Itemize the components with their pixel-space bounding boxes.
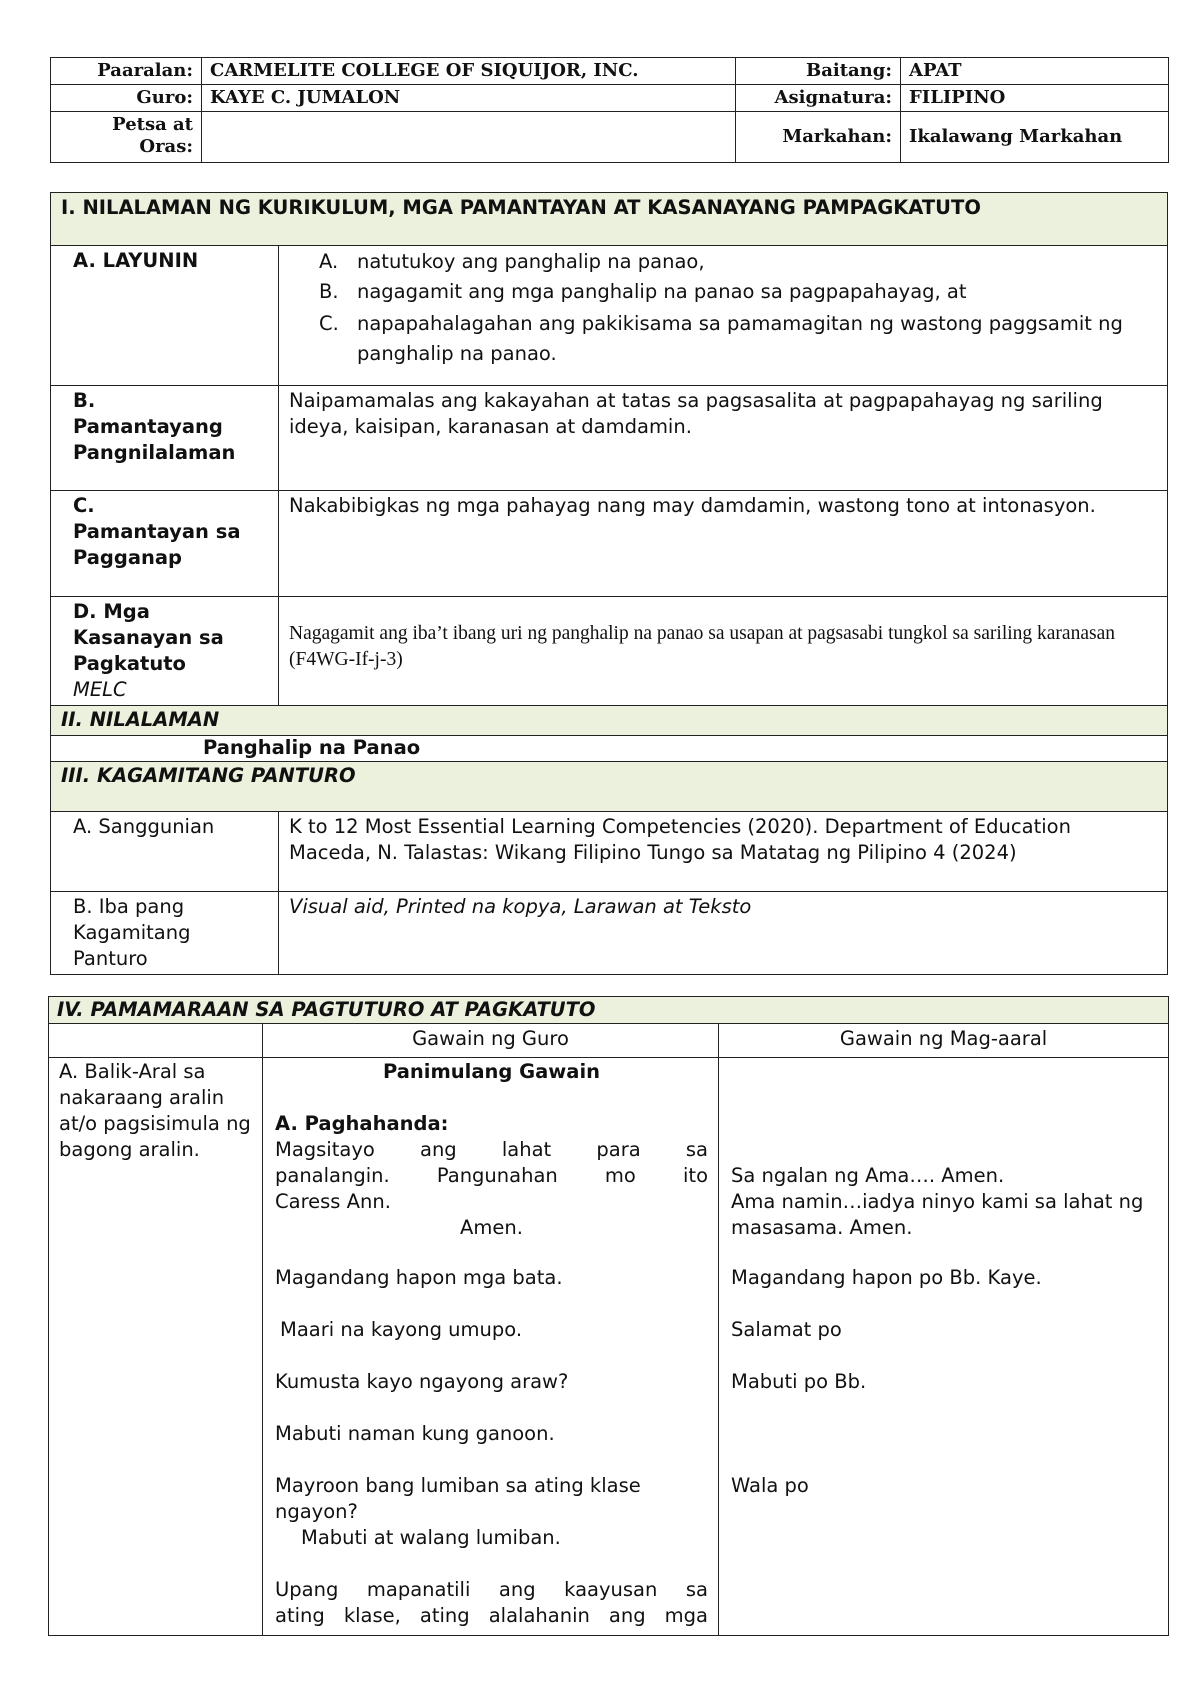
empty-head-cell (49, 1024, 263, 1058)
guro-lumiban: Mayroon bang lumiban sa ating klase ngayon? (275, 1474, 641, 1523)
sanggunian-line2: Maceda, N. Talastas: Wikang Filipino Tungo sa Matatag ng Pilipino 4 (2024) (289, 841, 1017, 864)
guro-amen: Amen. (460, 1216, 523, 1239)
layunin-item (319, 309, 1167, 369)
layunin-text: nagagamit ang mga panghalip na panao sa pagpapahayag, at (357, 280, 967, 303)
asignatura-value: FILIPINO (901, 85, 1169, 112)
paaralan-label: Paaralan: (51, 58, 202, 85)
pagganap-label-1: C. (73, 494, 95, 517)
sanggunian-label: A. Sanggunian (51, 812, 279, 892)
iba-label: B. Iba pang Kagamitang Panturo (51, 892, 279, 975)
markahan-label: Markahan: (736, 112, 901, 163)
layunin-label: A. LAYUNIN (51, 246, 279, 386)
pagganap-text: Nakabibigkas ng mga pahayag nang may damdamin, wastong tono at intonasyon. (279, 491, 1168, 597)
kasanayan-label-1: D. Mga (73, 600, 150, 623)
layunin-marker: C. (319, 312, 339, 335)
guro-label: Guro: (51, 85, 202, 112)
curriculum-table (50, 192, 1168, 975)
pangnilalaman-label (51, 386, 279, 491)
layunin-cell (279, 246, 1168, 386)
layunin-list (279, 249, 1167, 369)
petsa-value (202, 112, 736, 163)
paaralan-value: CARMELITE COLLEGE OF SIQUIJOR, INC. (202, 58, 736, 85)
mag-panalangin-1: Sa ngalan ng Ama…. Amen. (731, 1164, 1005, 1187)
layunin-marker: B. (319, 280, 339, 303)
col-guro-header: Gawain ng Guro (263, 1024, 719, 1058)
mag-panalangin-2: Ama namin…iadya ninyo kami sa lahat ng masasama. Amen. (731, 1190, 1144, 1239)
sanggunian-cell (279, 812, 1168, 892)
pagganap-label (51, 491, 279, 597)
mag-bati: Magandang hapon po Bb. Kaye. (731, 1266, 1042, 1289)
guro-panalangin-3: Caress Ann. (275, 1190, 391, 1213)
markahan-value: Ikalawang Markahan (901, 112, 1169, 163)
pangnilalaman-label-2: Pamantayang Pangnilalaman (73, 415, 236, 464)
petsa-label-line1: Petsa at (112, 114, 193, 135)
kasanayan-label-2: Kasanayan sa Pagkatuto (73, 626, 224, 675)
procedure-table (48, 996, 1169, 1636)
guro-mabuti: Mabuti naman kung ganoon. (275, 1422, 555, 1445)
magaaral-activity-cell (719, 1058, 1169, 1636)
layunin-text: napapahalagahan ang pakikisama sa pamamagitan ng wastong paggsamit ng panghalip na panao. (357, 312, 1123, 365)
guro-umupo: Maari na kayong umupo. (280, 1318, 523, 1341)
paghahanda-heading: A. Paghahanda: (275, 1112, 449, 1135)
col-magaaral-header: Gawain ng Mag-aaral (719, 1024, 1169, 1058)
guro-upang-2: ating klase, ating alalahanin ang mga (275, 1604, 708, 1627)
balik-aral-label: A. Balik-Aral sa nakaraang aralin at/o pagsisimula ng bagong aralin. (49, 1058, 263, 1636)
guro-bati: Magandang hapon mga bata. (275, 1266, 563, 1289)
section1-title: I. NILALAMAN NG KURIKULUM, MGA PAMANTAYAN AT KASANAYANG PAMPAGKATUTO (51, 193, 1168, 246)
panimula-heading: Panimulang Gawain (382, 1060, 601, 1083)
mag-mabuti: Mabuti po Bb. (731, 1370, 867, 1393)
kasanayan-label-melc: MELC (73, 678, 127, 701)
kasanayan-text: Nagagamit ang iba’t ibang uri ng panghalip na panao sa usapan at pagsasabi tungkol sa sariling karanasan (F4WG-If-j-3) (279, 597, 1168, 706)
mag-wala: Wala po (731, 1474, 809, 1497)
guro-panalangin-1: Magsitayo ang lahat para sa (275, 1138, 708, 1161)
section3-title: III. KAGAMITANG PANTURO (51, 762, 1168, 812)
guro-panalangin-2: panalangin. Pangunahan mo ito (275, 1164, 708, 1187)
guro-upang-1: Upang mapanatili ang kaayusan sa (275, 1578, 708, 1601)
baitang-label: Baitang: (736, 58, 901, 85)
guro-value: KAYE C. JUMALON (202, 85, 736, 112)
header-table (50, 57, 1169, 163)
section2-title: II. NILALAMAN (51, 706, 1168, 736)
asignatura-label: Asignatura: (736, 85, 901, 112)
mag-salamat: Salamat po (731, 1318, 842, 1341)
pangnilalaman-text: Naipamamalas ang kakayahan at tatas sa pagsasalita at pagpapahayag ng sariling ideya, kaisipan, karanasan at damdamin. (279, 386, 1168, 491)
layunin-text: natutukoy ang panghalip na panao, (357, 250, 705, 273)
guro-kumusta: Kumusta kayo ngayong araw? (275, 1370, 569, 1393)
petsa-label (51, 112, 202, 163)
guro-activity-cell (263, 1058, 719, 1636)
sanggunian-line1: K to 12 Most Essential Learning Competencies (2020). Department of Education (289, 815, 1071, 838)
pagganap-label-2: Pamantayan sa Pagganap (73, 520, 241, 569)
petsa-label-line2: Oras: (139, 136, 193, 157)
layunin-marker: A. (319, 250, 339, 273)
layunin-item (319, 279, 1167, 305)
baitang-value: APAT (901, 58, 1169, 85)
kasanayan-label (51, 597, 279, 706)
iba-text: Visual aid, Printed na kopya, Larawan at Teksto (279, 892, 1168, 975)
layunin-item (319, 249, 1167, 275)
guro-walang-lumiban: Mabuti at walang lumiban. (301, 1526, 561, 1549)
section2-content: Panghalip na Panao (51, 736, 1168, 762)
section4-title: IV. PAMAMARAAN SA PAGTUTURO AT PAGKATUTO (49, 997, 1169, 1024)
pangnilalaman-label-1: B. (73, 389, 96, 412)
